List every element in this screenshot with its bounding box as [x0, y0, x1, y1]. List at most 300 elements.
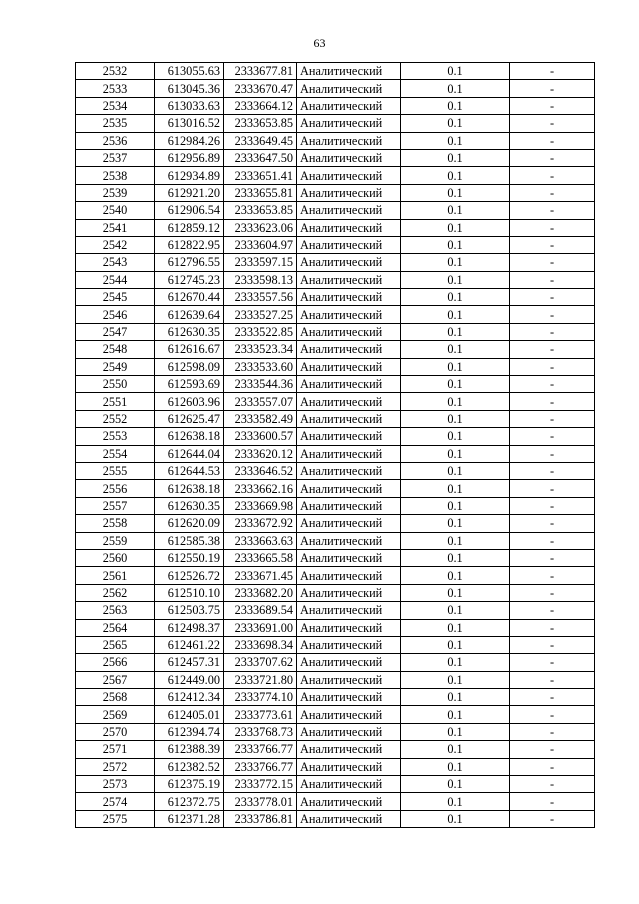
x-coordinate-cell: 612457.31: [155, 654, 224, 671]
table-row: [76, 706, 595, 723]
table-row: [76, 654, 595, 671]
method-cell: Аналитический: [297, 671, 401, 688]
method-cell: Аналитический: [297, 63, 401, 80]
x-coordinate-cell: 612921.20: [155, 184, 224, 201]
point-number-cell: 2546: [76, 306, 155, 323]
accuracy-cell: 0.1: [401, 567, 510, 584]
y-coordinate-cell: 2333620.12: [224, 445, 297, 462]
x-coordinate-cell: 613055.63: [155, 63, 224, 80]
table-row: [76, 776, 595, 793]
table-row: [76, 619, 595, 636]
accuracy-cell: 0.1: [401, 758, 510, 775]
note-cell: -: [510, 584, 595, 601]
method-cell: Аналитический: [297, 793, 401, 810]
table-row: [76, 289, 595, 306]
y-coordinate-cell: 2333598.13: [224, 271, 297, 288]
y-coordinate-cell: 2333649.45: [224, 132, 297, 149]
note-cell: -: [510, 149, 595, 166]
table-row: [76, 549, 595, 566]
table-row: [76, 254, 595, 271]
x-coordinate-cell: 612638.18: [155, 428, 224, 445]
method-cell: Аналитический: [297, 462, 401, 479]
method-cell: Аналитический: [297, 358, 401, 375]
y-coordinate-cell: 2333682.20: [224, 584, 297, 601]
x-coordinate-cell: 612859.12: [155, 219, 224, 236]
accuracy-cell: 0.1: [401, 584, 510, 601]
accuracy-cell: 0.1: [401, 132, 510, 149]
table-row: [76, 393, 595, 410]
note-cell: -: [510, 654, 595, 671]
x-coordinate-cell: 612598.09: [155, 358, 224, 375]
accuracy-cell: 0.1: [401, 480, 510, 497]
table-row: [76, 306, 595, 323]
x-coordinate-cell: 612503.75: [155, 602, 224, 619]
x-coordinate-cell: 612405.01: [155, 706, 224, 723]
note-cell: -: [510, 758, 595, 775]
x-coordinate-cell: 612644.53: [155, 462, 224, 479]
y-coordinate-cell: 2333597.15: [224, 254, 297, 271]
accuracy-cell: 0.1: [401, 810, 510, 827]
table-row: [76, 532, 595, 549]
method-cell: Аналитический: [297, 549, 401, 566]
accuracy-cell: 0.1: [401, 410, 510, 427]
y-coordinate-cell: 2333600.57: [224, 428, 297, 445]
note-cell: -: [510, 723, 595, 740]
point-number-cell: 2567: [76, 671, 155, 688]
point-number-cell: 2573: [76, 776, 155, 793]
y-coordinate-cell: 2333766.77: [224, 741, 297, 758]
accuracy-cell: 0.1: [401, 254, 510, 271]
y-coordinate-cell: 2333707.62: [224, 654, 297, 671]
point-number-cell: 2537: [76, 149, 155, 166]
y-coordinate-cell: 2333766.77: [224, 758, 297, 775]
point-number-cell: 2536: [76, 132, 155, 149]
y-coordinate-cell: 2333544.36: [224, 376, 297, 393]
point-number-cell: 2533: [76, 80, 155, 97]
table-row: [76, 810, 595, 827]
method-cell: Аналитический: [297, 80, 401, 97]
y-coordinate-cell: 2333772.15: [224, 776, 297, 793]
note-cell: -: [510, 706, 595, 723]
x-coordinate-cell: 612394.74: [155, 723, 224, 740]
y-coordinate-cell: 2333665.58: [224, 549, 297, 566]
x-coordinate-cell: 612625.47: [155, 410, 224, 427]
point-number-cell: 2544: [76, 271, 155, 288]
accuracy-cell: 0.1: [401, 532, 510, 549]
method-cell: Аналитический: [297, 167, 401, 184]
note-cell: -: [510, 793, 595, 810]
accuracy-cell: 0.1: [401, 149, 510, 166]
accuracy-cell: 0.1: [401, 236, 510, 253]
x-coordinate-cell: 612550.19: [155, 549, 224, 566]
method-cell: Аналитический: [297, 341, 401, 358]
x-coordinate-cell: 612371.28: [155, 810, 224, 827]
note-cell: -: [510, 689, 595, 706]
note-cell: -: [510, 602, 595, 619]
table-row: [76, 184, 595, 201]
accuracy-cell: 0.1: [401, 63, 510, 80]
point-number-cell: 2559: [76, 532, 155, 549]
coordinates-table-body: [76, 63, 595, 828]
note-cell: -: [510, 480, 595, 497]
accuracy-cell: 0.1: [401, 671, 510, 688]
point-number-cell: 2570: [76, 723, 155, 740]
method-cell: Аналитический: [297, 445, 401, 462]
y-coordinate-cell: 2333778.01: [224, 793, 297, 810]
point-number-cell: 2541: [76, 219, 155, 236]
method-cell: Аналитический: [297, 323, 401, 340]
method-cell: Аналитический: [297, 636, 401, 653]
x-coordinate-cell: 612906.54: [155, 202, 224, 219]
x-coordinate-cell: 612585.38: [155, 532, 224, 549]
accuracy-cell: 0.1: [401, 776, 510, 793]
table-row: [76, 358, 595, 375]
table-row: [76, 567, 595, 584]
y-coordinate-cell: 2333651.41: [224, 167, 297, 184]
table-row: [76, 115, 595, 132]
y-coordinate-cell: 2333786.81: [224, 810, 297, 827]
x-coordinate-cell: 612449.00: [155, 671, 224, 688]
note-cell: -: [510, 410, 595, 427]
y-coordinate-cell: 2333604.97: [224, 236, 297, 253]
accuracy-cell: 0.1: [401, 167, 510, 184]
note-cell: -: [510, 445, 595, 462]
y-coordinate-cell: 2333653.85: [224, 202, 297, 219]
table-row: [76, 236, 595, 253]
point-number-cell: 2558: [76, 515, 155, 532]
accuracy-cell: 0.1: [401, 515, 510, 532]
point-number-cell: 2549: [76, 358, 155, 375]
note-cell: -: [510, 671, 595, 688]
note-cell: -: [510, 97, 595, 114]
y-coordinate-cell: 2333721.80: [224, 671, 297, 688]
x-coordinate-cell: 612796.55: [155, 254, 224, 271]
y-coordinate-cell: 2333653.85: [224, 115, 297, 132]
x-coordinate-cell: 613033.63: [155, 97, 224, 114]
y-coordinate-cell: 2333655.81: [224, 184, 297, 201]
accuracy-cell: 0.1: [401, 706, 510, 723]
y-coordinate-cell: 2333689.54: [224, 602, 297, 619]
accuracy-cell: 0.1: [401, 428, 510, 445]
x-coordinate-cell: 612375.19: [155, 776, 224, 793]
y-coordinate-cell: 2333698.34: [224, 636, 297, 653]
method-cell: Аналитический: [297, 184, 401, 201]
note-cell: -: [510, 80, 595, 97]
table-row: [76, 480, 595, 497]
x-coordinate-cell: 612745.23: [155, 271, 224, 288]
x-coordinate-cell: 612372.75: [155, 793, 224, 810]
table-row: [76, 97, 595, 114]
point-number-cell: 2551: [76, 393, 155, 410]
accuracy-cell: 0.1: [401, 115, 510, 132]
accuracy-cell: 0.1: [401, 271, 510, 288]
point-number-cell: 2569: [76, 706, 155, 723]
table-row: [76, 497, 595, 514]
accuracy-cell: 0.1: [401, 549, 510, 566]
x-coordinate-cell: 612616.67: [155, 341, 224, 358]
table-row: [76, 445, 595, 462]
x-coordinate-cell: 612382.52: [155, 758, 224, 775]
x-coordinate-cell: 612956.89: [155, 149, 224, 166]
note-cell: -: [510, 289, 595, 306]
x-coordinate-cell: 612630.35: [155, 497, 224, 514]
method-cell: Аналитический: [297, 515, 401, 532]
point-number-cell: 2560: [76, 549, 155, 566]
y-coordinate-cell: 2333677.81: [224, 63, 297, 80]
accuracy-cell: 0.1: [401, 323, 510, 340]
table-row: [76, 63, 595, 80]
note-cell: -: [510, 636, 595, 653]
y-coordinate-cell: 2333670.47: [224, 80, 297, 97]
point-number-cell: 2542: [76, 236, 155, 253]
accuracy-cell: 0.1: [401, 497, 510, 514]
method-cell: Аналитический: [297, 97, 401, 114]
note-cell: -: [510, 776, 595, 793]
accuracy-cell: 0.1: [401, 184, 510, 201]
point-number-cell: 2563: [76, 602, 155, 619]
method-cell: Аналитический: [297, 706, 401, 723]
x-coordinate-cell: 612630.35: [155, 323, 224, 340]
method-cell: Аналитический: [297, 810, 401, 827]
coordinates-table: [75, 62, 595, 828]
method-cell: Аналитический: [297, 497, 401, 514]
table-row: [76, 202, 595, 219]
note-cell: -: [510, 549, 595, 566]
table-row: [76, 219, 595, 236]
note-cell: -: [510, 115, 595, 132]
method-cell: Аналитический: [297, 532, 401, 549]
table-row: [76, 689, 595, 706]
x-coordinate-cell: 612461.22: [155, 636, 224, 653]
point-number-cell: 2545: [76, 289, 155, 306]
method-cell: Аналитический: [297, 254, 401, 271]
y-coordinate-cell: 2333623.06: [224, 219, 297, 236]
point-number-cell: 2564: [76, 619, 155, 636]
accuracy-cell: 0.1: [401, 341, 510, 358]
x-coordinate-cell: 612638.18: [155, 480, 224, 497]
accuracy-cell: 0.1: [401, 358, 510, 375]
note-cell: -: [510, 393, 595, 410]
point-number-cell: 2568: [76, 689, 155, 706]
accuracy-cell: 0.1: [401, 462, 510, 479]
y-coordinate-cell: 2333663.63: [224, 532, 297, 549]
table-row: [76, 341, 595, 358]
x-coordinate-cell: 612670.44: [155, 289, 224, 306]
method-cell: Аналитический: [297, 219, 401, 236]
note-cell: -: [510, 202, 595, 219]
x-coordinate-cell: 612644.04: [155, 445, 224, 462]
point-number-cell: 2554: [76, 445, 155, 462]
note-cell: -: [510, 428, 595, 445]
table-row: [76, 602, 595, 619]
point-number-cell: 2562: [76, 584, 155, 601]
method-cell: Аналитический: [297, 306, 401, 323]
note-cell: -: [510, 567, 595, 584]
accuracy-cell: 0.1: [401, 376, 510, 393]
note-cell: -: [510, 741, 595, 758]
method-cell: Аналитический: [297, 115, 401, 132]
x-coordinate-cell: 613045.36: [155, 80, 224, 97]
method-cell: Аналитический: [297, 410, 401, 427]
point-number-cell: 2552: [76, 410, 155, 427]
y-coordinate-cell: 2333557.56: [224, 289, 297, 306]
point-number-cell: 2561: [76, 567, 155, 584]
note-cell: -: [510, 271, 595, 288]
table-row: [76, 323, 595, 340]
accuracy-cell: 0.1: [401, 393, 510, 410]
method-cell: Аналитический: [297, 149, 401, 166]
accuracy-cell: 0.1: [401, 636, 510, 653]
y-coordinate-cell: 2333768.73: [224, 723, 297, 740]
note-cell: -: [510, 619, 595, 636]
method-cell: Аналитический: [297, 758, 401, 775]
method-cell: Аналитический: [297, 480, 401, 497]
point-number-cell: 2532: [76, 63, 155, 80]
page-number: 63: [313, 36, 326, 50]
method-cell: Аналитический: [297, 236, 401, 253]
accuracy-cell: 0.1: [401, 602, 510, 619]
y-coordinate-cell: 2333672.92: [224, 515, 297, 532]
x-coordinate-cell: 612498.37: [155, 619, 224, 636]
point-number-cell: 2571: [76, 741, 155, 758]
accuracy-cell: 0.1: [401, 306, 510, 323]
table-row: [76, 462, 595, 479]
accuracy-cell: 0.1: [401, 741, 510, 758]
y-coordinate-cell: 2333664.12: [224, 97, 297, 114]
point-number-cell: 2550: [76, 376, 155, 393]
note-cell: -: [510, 341, 595, 358]
y-coordinate-cell: 2333523.34: [224, 341, 297, 358]
note-cell: -: [510, 323, 595, 340]
note-cell: -: [510, 254, 595, 271]
y-coordinate-cell: 2333671.45: [224, 567, 297, 584]
method-cell: Аналитический: [297, 376, 401, 393]
method-cell: Аналитический: [297, 689, 401, 706]
y-coordinate-cell: 2333669.98: [224, 497, 297, 514]
point-number-cell: 2547: [76, 323, 155, 340]
table-row: [76, 741, 595, 758]
method-cell: Аналитический: [297, 741, 401, 758]
x-coordinate-cell: 612822.95: [155, 236, 224, 253]
method-cell: Аналитический: [297, 776, 401, 793]
accuracy-cell: 0.1: [401, 654, 510, 671]
point-number-cell: 2540: [76, 202, 155, 219]
point-number-cell: 2565: [76, 636, 155, 653]
method-cell: Аналитический: [297, 393, 401, 410]
x-coordinate-cell: 612620.09: [155, 515, 224, 532]
point-number-cell: 2535: [76, 115, 155, 132]
note-cell: -: [510, 376, 595, 393]
table-row: [76, 428, 595, 445]
point-number-cell: 2572: [76, 758, 155, 775]
accuracy-cell: 0.1: [401, 723, 510, 740]
note-cell: -: [510, 306, 595, 323]
point-number-cell: 2574: [76, 793, 155, 810]
method-cell: Аналитический: [297, 132, 401, 149]
point-number-cell: 2556: [76, 480, 155, 497]
method-cell: Аналитический: [297, 202, 401, 219]
table-row: [76, 410, 595, 427]
point-number-cell: 2543: [76, 254, 155, 271]
table-row: [76, 758, 595, 775]
method-cell: Аналитический: [297, 654, 401, 671]
point-number-cell: 2555: [76, 462, 155, 479]
y-coordinate-cell: 2333774.10: [224, 689, 297, 706]
accuracy-cell: 0.1: [401, 619, 510, 636]
x-coordinate-cell: 612412.34: [155, 689, 224, 706]
x-coordinate-cell: 612526.72: [155, 567, 224, 584]
note-cell: -: [510, 236, 595, 253]
accuracy-cell: 0.1: [401, 202, 510, 219]
table-row: [76, 132, 595, 149]
accuracy-cell: 0.1: [401, 793, 510, 810]
point-number-cell: 2539: [76, 184, 155, 201]
y-coordinate-cell: 2333522.85: [224, 323, 297, 340]
note-cell: -: [510, 532, 595, 549]
point-number-cell: 2548: [76, 341, 155, 358]
table-row: [76, 271, 595, 288]
note-cell: -: [510, 132, 595, 149]
y-coordinate-cell: 2333533.60: [224, 358, 297, 375]
point-number-cell: 2534: [76, 97, 155, 114]
table-row: [76, 584, 595, 601]
table-row: [76, 636, 595, 653]
table-row: [76, 515, 595, 532]
table-row: [76, 149, 595, 166]
table-row: [76, 671, 595, 688]
x-coordinate-cell: 612593.69: [155, 376, 224, 393]
y-coordinate-cell: 2333646.52: [224, 462, 297, 479]
point-number-cell: 2538: [76, 167, 155, 184]
method-cell: Аналитический: [297, 271, 401, 288]
method-cell: Аналитический: [297, 723, 401, 740]
accuracy-cell: 0.1: [401, 97, 510, 114]
y-coordinate-cell: 2333773.61: [224, 706, 297, 723]
note-cell: -: [510, 515, 595, 532]
point-number-cell: 2557: [76, 497, 155, 514]
point-number-cell: 2575: [76, 810, 155, 827]
note-cell: -: [510, 810, 595, 827]
accuracy-cell: 0.1: [401, 445, 510, 462]
method-cell: Аналитический: [297, 289, 401, 306]
table-row: [76, 723, 595, 740]
note-cell: -: [510, 462, 595, 479]
point-number-cell: 2566: [76, 654, 155, 671]
note-cell: -: [510, 63, 595, 80]
accuracy-cell: 0.1: [401, 689, 510, 706]
x-coordinate-cell: 612934.89: [155, 167, 224, 184]
x-coordinate-cell: 612388.39: [155, 741, 224, 758]
accuracy-cell: 0.1: [401, 289, 510, 306]
x-coordinate-cell: 613016.52: [155, 115, 224, 132]
note-cell: -: [510, 219, 595, 236]
note-cell: -: [510, 497, 595, 514]
point-number-cell: 2553: [76, 428, 155, 445]
table-row: [76, 793, 595, 810]
accuracy-cell: 0.1: [401, 80, 510, 97]
table-row: [76, 167, 595, 184]
method-cell: Аналитический: [297, 428, 401, 445]
method-cell: Аналитический: [297, 567, 401, 584]
y-coordinate-cell: 2333557.07: [224, 393, 297, 410]
x-coordinate-cell: 612603.96: [155, 393, 224, 410]
note-cell: -: [510, 184, 595, 201]
note-cell: -: [510, 358, 595, 375]
note-cell: -: [510, 167, 595, 184]
method-cell: Аналитический: [297, 584, 401, 601]
x-coordinate-cell: 612639.64: [155, 306, 224, 323]
y-coordinate-cell: 2333662.16: [224, 480, 297, 497]
